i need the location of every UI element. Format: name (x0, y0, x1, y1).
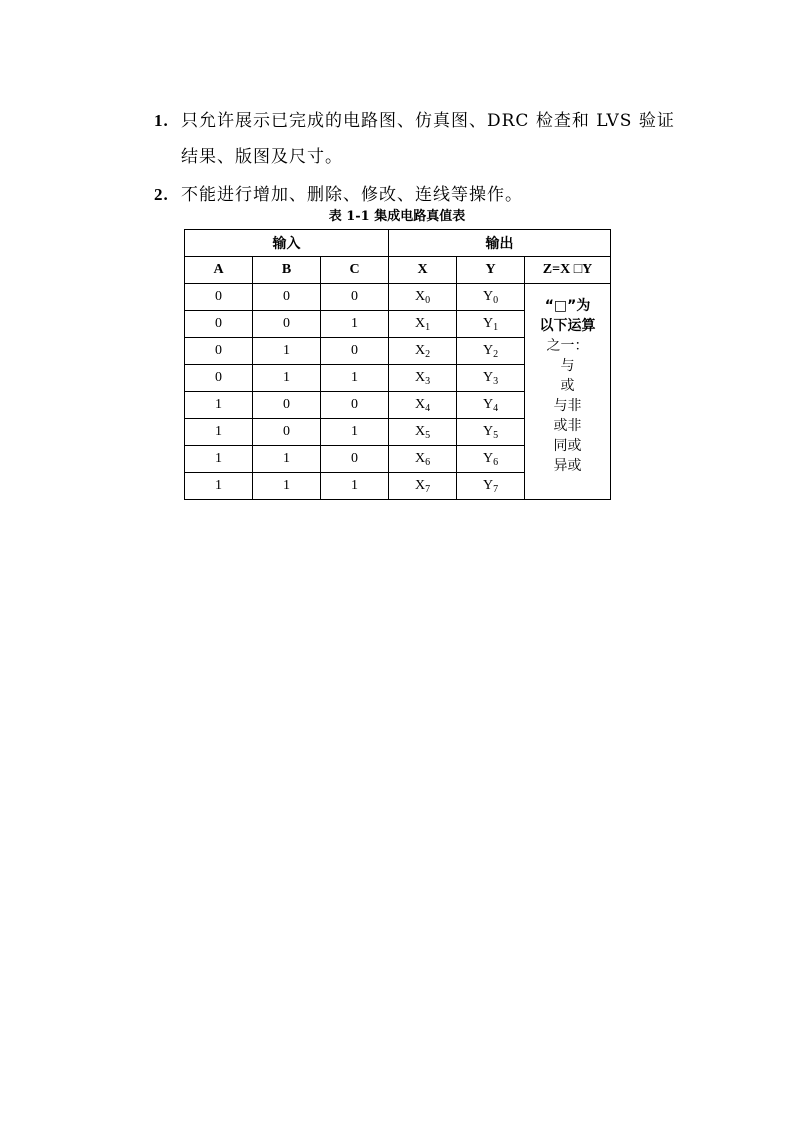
cell-a: 1 (185, 446, 253, 473)
list-text: 只允许展示已完成的电路图、仿真图、DRC 检查和 LVS 验证 (181, 111, 675, 131)
cell-c: 1 (321, 419, 389, 446)
list-text: 不能进行增加、删除、修改、连线等操作。 (181, 185, 523, 205)
cell-y: $Y_6$ (457, 446, 525, 473)
group-header-row (185, 230, 611, 257)
column-header-x: X (389, 257, 457, 284)
cell-c: 1 (321, 311, 389, 338)
cell-b: 1 (253, 473, 321, 500)
cell-x: $X_2$ (389, 338, 457, 365)
column-header-b: B (253, 257, 321, 284)
output-group-header: 输出 (389, 230, 611, 257)
cell-x: $X_4$ (389, 392, 457, 419)
column-header-z: Z=X □Y (525, 257, 611, 284)
cell-a: 0 (185, 311, 253, 338)
cell-a: 0 (185, 284, 253, 311)
cell-x: $X_3$ (389, 365, 457, 392)
cell-y: $Y_4$ (457, 392, 525, 419)
cell-y: $Y_3$ (457, 365, 525, 392)
cell-x: $X_1$ (389, 311, 457, 338)
input-group-header: 输入 (185, 230, 389, 257)
column-header-y: Y (457, 257, 525, 284)
cell-c: 1 (321, 365, 389, 392)
table-row (185, 284, 611, 311)
list-number: 2. (154, 185, 169, 204)
column-header-a: A (185, 257, 253, 284)
cell-x: $X_7$ (389, 473, 457, 500)
cell-c: 1 (321, 473, 389, 500)
cell-x: $X_0$ (389, 284, 457, 311)
note-line-2: 以下运算 (539, 318, 596, 334)
cell-x: $X_6$ (389, 446, 457, 473)
note-op: 或非 (553, 418, 582, 434)
cell-b: 1 (253, 446, 321, 473)
cell-b: 0 (253, 392, 321, 419)
cell-c: 0 (321, 284, 389, 311)
operation-note (525, 284, 611, 500)
cell-b: 0 (253, 311, 321, 338)
cell-x: $X_5$ (389, 419, 457, 446)
note-op: 与非 (553, 398, 582, 414)
note-line-1: “□”为 (544, 298, 591, 314)
cell-b: 1 (253, 338, 321, 365)
cell-y: $Y_1$ (457, 311, 525, 338)
note-line-3: 之一： (546, 338, 589, 354)
cell-a: 1 (185, 473, 253, 500)
column-header-row (185, 257, 611, 284)
cell-c: 0 (321, 338, 389, 365)
cell-b: 1 (253, 365, 321, 392)
cell-a: 0 (185, 365, 253, 392)
cell-y: $Y_2$ (457, 338, 525, 365)
cell-a: 0 (185, 338, 253, 365)
cell-c: 0 (321, 446, 389, 473)
cell-y: $Y_7$ (457, 473, 525, 500)
cell-a: 1 (185, 392, 253, 419)
list-item-1-continuation: 结果、版图及尺寸。 (181, 147, 343, 167)
table-caption: 表 1-1 集成电路真值表 (328, 209, 466, 224)
note-op: 同或 (553, 438, 582, 454)
cell-a: 1 (185, 419, 253, 446)
note-op: 异或 (553, 458, 582, 474)
note-op: 或 (560, 378, 575, 394)
truth-table (184, 229, 611, 500)
list-item-1 (154, 111, 675, 131)
column-header-c: C (321, 257, 389, 284)
list-item-2 (154, 185, 523, 205)
cell-y: $Y_5$ (457, 419, 525, 446)
cell-b: 0 (253, 419, 321, 446)
list-number: 1. (154, 111, 169, 130)
cell-y: $Y_0$ (457, 284, 525, 311)
cell-c: 0 (321, 392, 389, 419)
cell-b: 0 (253, 284, 321, 311)
note-op: 与 (560, 358, 575, 374)
